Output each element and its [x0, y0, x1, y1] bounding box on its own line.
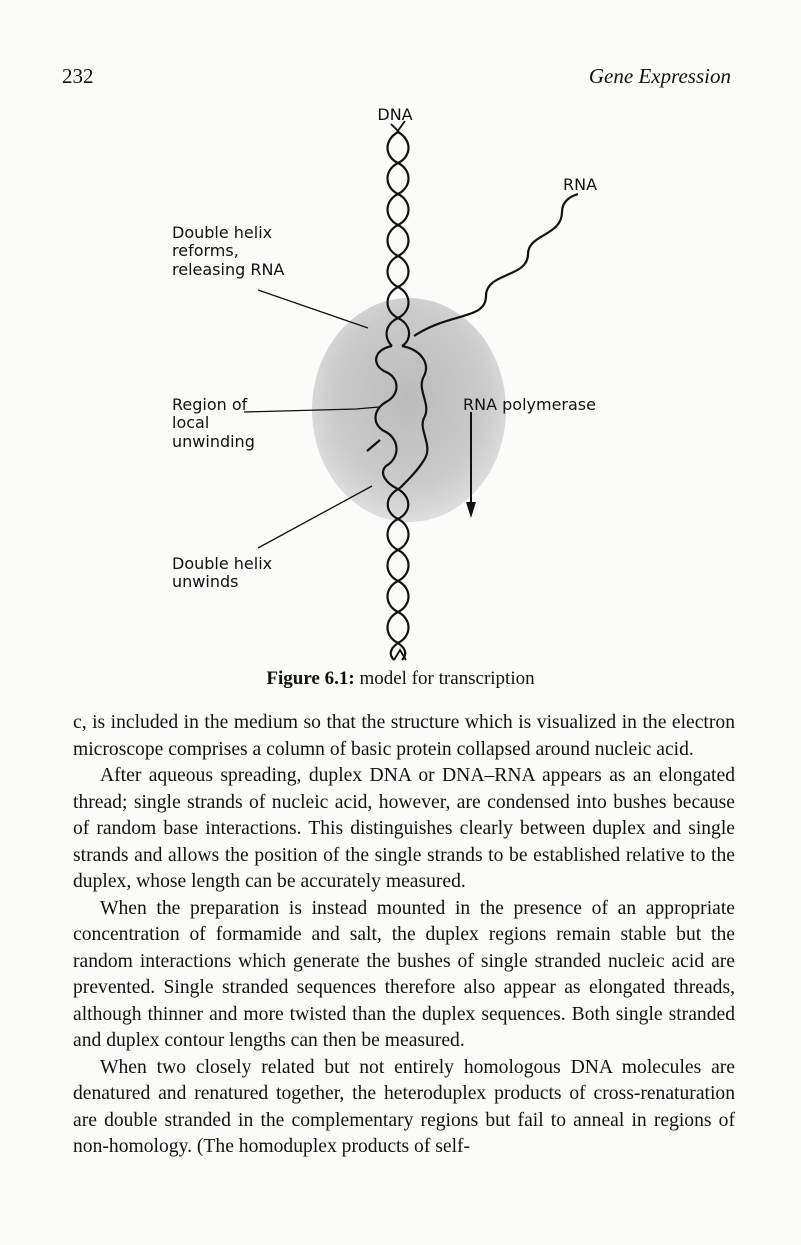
region-label-line2: local: [172, 413, 210, 432]
region-label-line1: Region of: [172, 395, 248, 414]
paragraph-3: When the preparation is instead mounted in the presence of an appropriate concentration of formamide and salt, the duplex regions remain stable but the random interactions which generate the bushes of single stranded nucleic acid are prevented. Single stranded sequences therefore also appear as elongated threads, although thinner and more twisted than the duplex sequences. Both single stranded and duplex contour lengths can then be measured.: [73, 897, 735, 1051]
pointer-reform: [258, 290, 368, 328]
dna-label: DNA: [377, 105, 413, 124]
unwind-label-line2: unwinds: [172, 572, 239, 591]
direction-arrow-head: [466, 502, 476, 518]
running-title: Gene Expression: [588, 64, 731, 88]
polymerase-label: RNA polymerase: [463, 395, 596, 414]
figure-caption: [0, 668, 801, 690]
page-header: [62, 64, 731, 94]
pointer-unwind: [258, 486, 372, 548]
rna-label: RNA: [562, 175, 598, 194]
page-number: 232: [62, 64, 94, 88]
unwind-label-line1: Double helix: [172, 554, 273, 573]
reform-label-line2: reforms,: [172, 241, 239, 260]
reform-label-line3: releasing RNA: [172, 260, 285, 279]
paragraph-1: c, is included in the medium so that the structure which is visualized in the electron microscope comprises a column of basic protein collapsed around nucleic acid.: [73, 712, 735, 760]
caption-label: Figure 6.1:: [266, 668, 355, 689]
paragraph-2: After aqueous spreading, duplex DNA or DNA–RNA appears as an elongated thread; single strands of nucleic acid, however, are condensed into bushes because of random base interactions. This distinguishes clearly between duplex and single strands and allows the position of the single strands to be established relative to the duplex, whose length can be accurately measured.: [73, 765, 735, 892]
region-label-line3: unwinding: [172, 432, 255, 451]
transcription-figure: [0, 95, 801, 665]
body-text: [73, 710, 735, 1161]
reform-label-line1: Double helix: [172, 223, 273, 242]
paragraph-4: When two closely related but not entirely homologous DNA molecules are denatured and renatured together, the heteroduplex products of cross-renaturation are double stranded in the complementary regions but fail to anneal in regions of non-homology. (The homoduplex products of self-: [73, 1056, 735, 1157]
caption-text: model for transcription: [354, 668, 535, 689]
